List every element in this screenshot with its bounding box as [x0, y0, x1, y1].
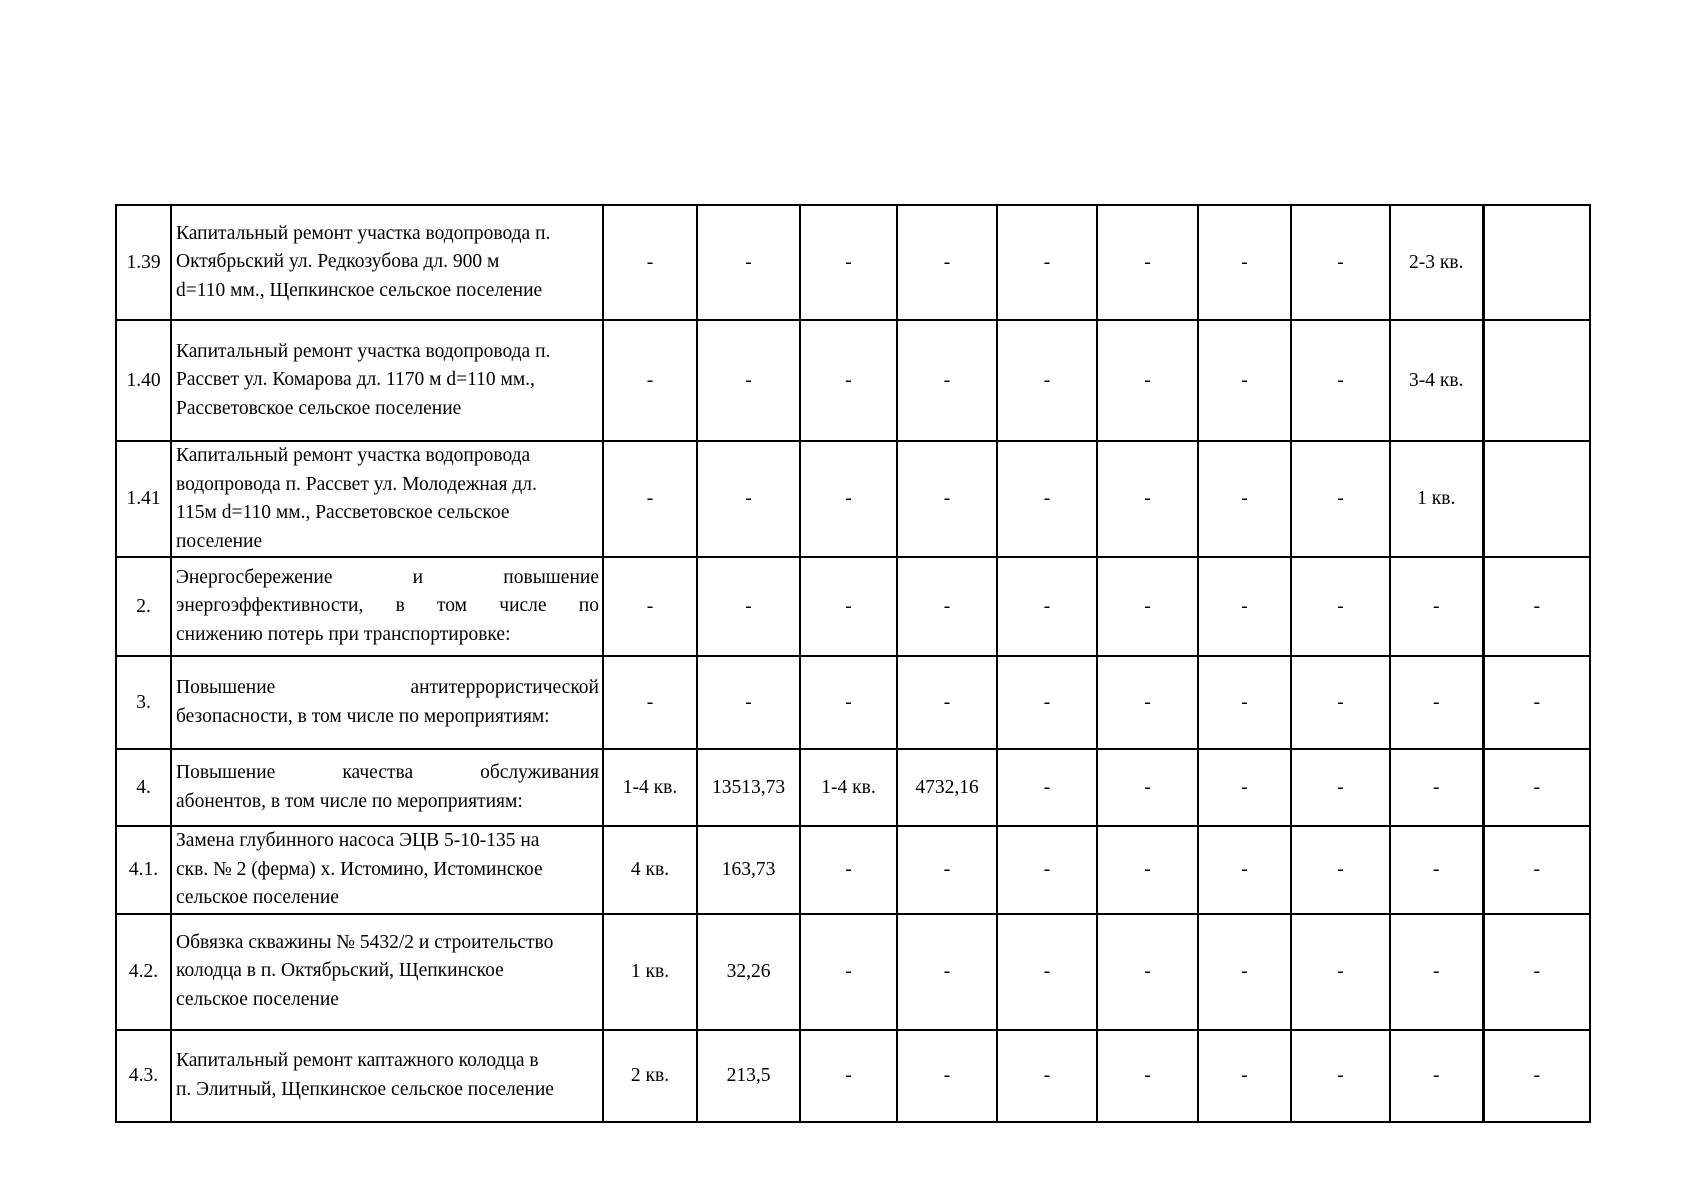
value-cell: - [997, 557, 1097, 656]
row-number: 4.2. [116, 914, 171, 1030]
value-cell: - [1291, 320, 1390, 441]
value-cell: - [1390, 1030, 1483, 1122]
value-cell: 213,5 [697, 1030, 800, 1122]
description-line: скв. № 2 (ферма) х. Истомино, Истоминское [176, 858, 543, 880]
value-cell: - [1291, 1030, 1390, 1122]
value-cell: - [1097, 914, 1198, 1030]
value-cell: - [897, 656, 997, 749]
row-number: 2. [116, 557, 171, 656]
schedule-table [115, 204, 1591, 1123]
value-cell: - [997, 441, 1097, 557]
row-number: 1.40 [116, 320, 171, 441]
table-body [116, 205, 1590, 1122]
description-line: Обвязка скважины № 5432/2 и строительство [176, 931, 554, 953]
value-cell: 32,26 [697, 914, 800, 1030]
value-cell: - [1198, 656, 1291, 749]
value-cell: - [1483, 914, 1590, 1030]
row-number: 4.3. [116, 1030, 171, 1122]
value-cell: - [1291, 441, 1390, 557]
value-cell: 4 кв. [603, 826, 697, 914]
row-number: 1.41 [116, 441, 171, 557]
value-cell: - [1291, 914, 1390, 1030]
value-cell: - [1198, 914, 1291, 1030]
value-cell: - [603, 441, 697, 557]
description-line: сельское поселение [176, 887, 339, 908]
description-line: Энергосбережение и повышение [176, 566, 599, 588]
value-cell: - [997, 914, 1097, 1030]
value-cell: - [1291, 749, 1390, 826]
row-number: 4. [116, 749, 171, 826]
description-line: безопасности, в том числе по мероприятиям: [176, 705, 550, 727]
value-cell: - [897, 441, 997, 557]
value-cell: - [1097, 749, 1198, 826]
value-cell: - [997, 1030, 1097, 1122]
value-cell: - [800, 320, 897, 441]
value-cell: - [997, 749, 1097, 826]
value-cell: - [1198, 320, 1291, 441]
description-line: энергоэффективности, в том числе по [176, 595, 599, 617]
description-line: d=110 мм., Щепкинское сельское поселение [176, 279, 543, 301]
description-line: Октябрьский ул. Редкозубова дл. 900 м [176, 251, 500, 273]
row-description [171, 205, 603, 320]
value-cell: - [1097, 656, 1198, 749]
value-cell: - [800, 656, 897, 749]
value-cell: - [1483, 826, 1590, 914]
description-line: колодца в п. Октябрьский, Щепкинское [176, 960, 504, 982]
value-cell: 1-4 кв. [800, 749, 897, 826]
value-cell: - [1097, 826, 1198, 914]
value-cell: - [800, 205, 897, 320]
value-cell: - [1097, 205, 1198, 320]
description-line: Капитальный ремонт участка водопровода п. [176, 340, 551, 362]
row-description [171, 656, 603, 749]
value-cell: - [697, 205, 800, 320]
description-line: 115м d=110 мм., Рассветовское сельское [176, 502, 510, 523]
value-cell: - [603, 656, 697, 749]
row-description [171, 914, 603, 1030]
description-line: водопровода п. Рассвет ул. Молодежная дл. [176, 473, 537, 495]
row-description [171, 320, 603, 441]
value-cell: - [1198, 1030, 1291, 1122]
description-line: Повышение качества обслуживания [176, 762, 599, 783]
value-cell: - [603, 557, 697, 656]
description-line: Рассветовское сельское поселение [176, 397, 462, 419]
table-row [116, 656, 1590, 749]
table-row [116, 320, 1590, 441]
value-cell: - [897, 826, 997, 914]
value-cell: - [1097, 1030, 1198, 1122]
value-cell: - [897, 1030, 997, 1122]
row-description [171, 557, 603, 656]
description-line: п. Элитный, Щепкинское сельское поселение [176, 1078, 554, 1100]
value-cell: - [1390, 656, 1483, 749]
value-cell: - [997, 320, 1097, 441]
value-cell: - [1390, 557, 1483, 656]
description-line: абонентов, в том числе по мероприятиям: [176, 790, 523, 812]
value-cell: - [697, 557, 800, 656]
value-cell: - [997, 656, 1097, 749]
table-row [116, 826, 1590, 914]
value-cell: - [697, 320, 800, 441]
value-cell: - [800, 914, 897, 1030]
value-cell: - [1198, 826, 1291, 914]
value-cell: - [697, 656, 800, 749]
value-cell: - [897, 914, 997, 1030]
value-cell: 163,73 [697, 826, 800, 914]
row-description [171, 1030, 603, 1122]
value-cell: 1-4 кв. [603, 749, 697, 826]
description-line: Повышение антитеррористической [176, 677, 599, 698]
value-cell: - [1291, 205, 1390, 320]
value-cell: - [1291, 826, 1390, 914]
description-line: Капитальный ремонт участка водопровода [176, 445, 531, 466]
row-description [171, 826, 603, 914]
value-cell: - [997, 826, 1097, 914]
table-row [116, 205, 1590, 320]
value-cell: - [1198, 441, 1291, 557]
value-cell: - [1390, 914, 1483, 1030]
description-line: Замена глубинного насоса ЭЦВ 5-10-135 на [176, 830, 540, 851]
value-cell: 1 кв. [603, 914, 697, 1030]
table-row [116, 749, 1590, 826]
table-row [116, 914, 1590, 1030]
description-line: Капитальный ремонт участка водопровода п. [176, 222, 551, 244]
value-cell: - [997, 205, 1097, 320]
value-cell: - [1390, 826, 1483, 914]
value-cell: - [897, 557, 997, 656]
description-line: Капитальный ремонт каптажного колодца в [176, 1050, 539, 1071]
value-cell: 3-4 кв. [1390, 320, 1483, 441]
row-description [171, 441, 603, 557]
value-cell: 4732,16 [897, 749, 997, 826]
value-cell: - [800, 557, 897, 656]
value-cell: - [1097, 320, 1198, 441]
value-cell: 2-3 кв. [1390, 205, 1483, 320]
value-cell: - [1198, 749, 1291, 826]
value-cell: - [1097, 557, 1198, 656]
value-cell: - [1483, 557, 1590, 656]
value-cell: - [800, 1030, 897, 1122]
row-description [171, 749, 603, 826]
value-cell: - [1198, 557, 1291, 656]
value-cell [1483, 441, 1590, 557]
value-cell: - [1483, 749, 1590, 826]
value-cell: - [897, 320, 997, 441]
value-cell: - [897, 205, 997, 320]
value-cell: - [1483, 1030, 1590, 1122]
value-cell: - [1097, 441, 1198, 557]
value-cell: - [1483, 656, 1590, 749]
description-line: Рассвет ул. Комарова дл. 1170 м d=110 мм., [176, 369, 535, 391]
value-cell: - [697, 441, 800, 557]
row-number: 1.39 [116, 205, 171, 320]
value-cell: - [1291, 656, 1390, 749]
row-number: 4.1. [116, 826, 171, 914]
table-row [116, 441, 1590, 557]
table-row [116, 1030, 1590, 1122]
value-cell: - [1291, 557, 1390, 656]
value-cell: - [800, 441, 897, 557]
table-row [116, 557, 1590, 656]
description-line: поселение [176, 530, 263, 552]
value-cell [1483, 320, 1590, 441]
value-cell: - [603, 320, 697, 441]
value-cell: - [603, 205, 697, 320]
value-cell [1483, 205, 1590, 320]
value-cell: - [1198, 205, 1291, 320]
description-line: сельское поселение [176, 988, 339, 1010]
value-cell: 2 кв. [603, 1030, 697, 1122]
value-cell: - [1390, 749, 1483, 826]
row-number: 3. [116, 656, 171, 749]
value-cell: 1 кв. [1390, 441, 1483, 557]
value-cell: 13513,73 [697, 749, 800, 826]
value-cell: - [800, 826, 897, 914]
description-line: снижению потерь при транспортировке: [176, 623, 511, 645]
